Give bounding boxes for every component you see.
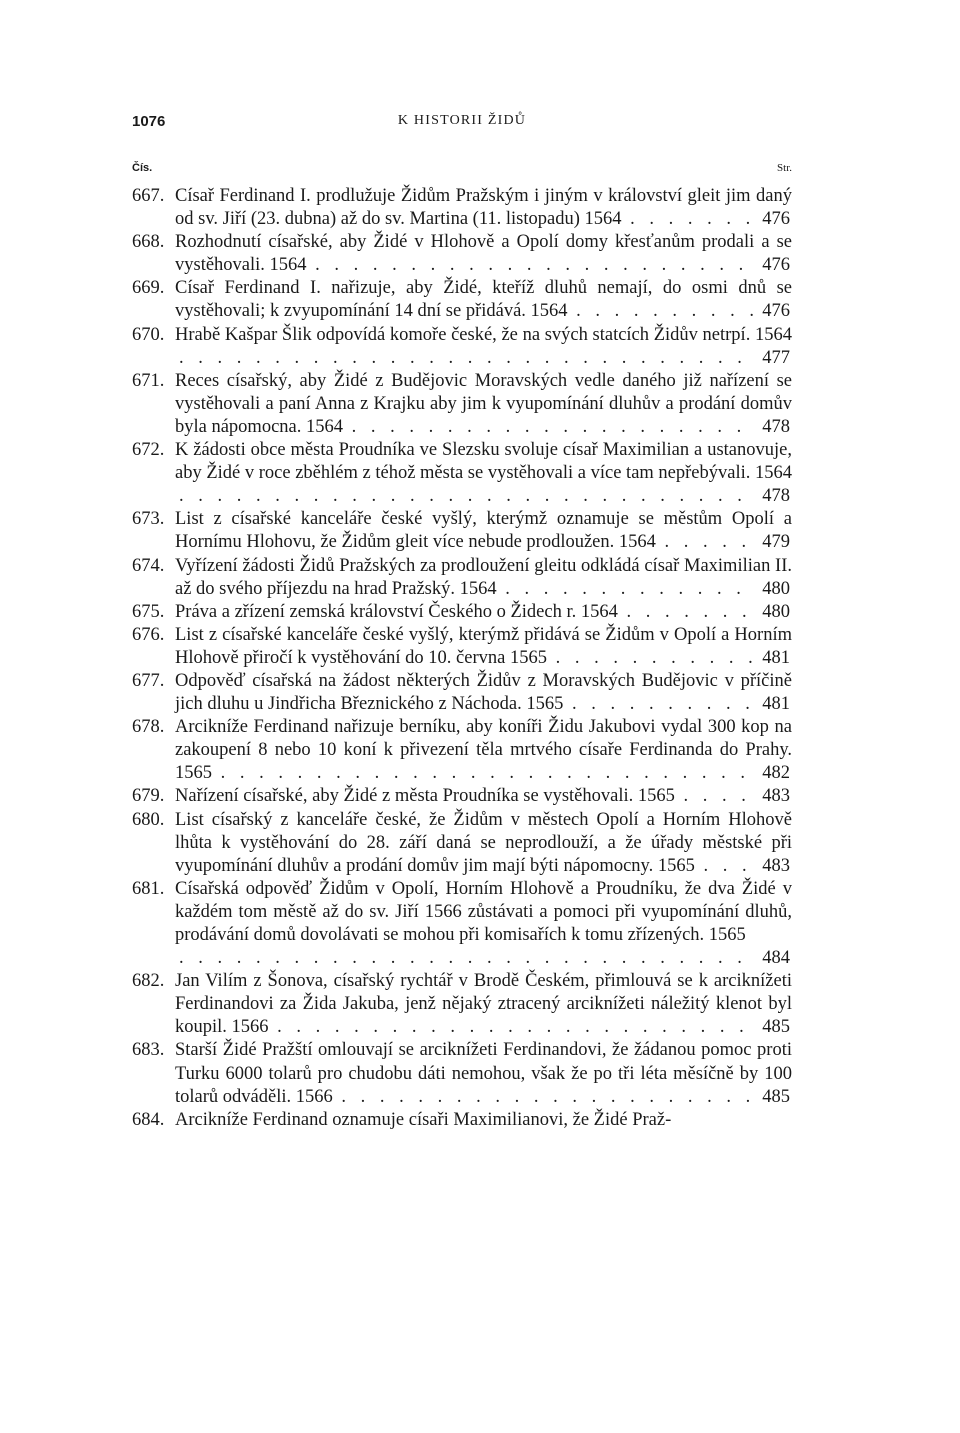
dot-leader — [277, 1016, 756, 1039]
running-title: K HISTORII ŽIDŮ — [397, 113, 527, 128]
running-head — [132, 113, 792, 137]
entry-body — [175, 508, 792, 554]
entry-page-number: 485 — [762, 1086, 790, 1107]
entry-page-number: 485 — [762, 1017, 790, 1038]
entry-number: 671. — [132, 370, 165, 391]
entry-page-number: 480 — [762, 578, 790, 599]
entry-body — [175, 670, 792, 716]
dot-leader — [630, 208, 756, 231]
list-item — [132, 370, 792, 439]
entry-title: Císař Ferdinand I. nařizuje, aby Židé, kteříž dluhů nemají, do osmi dnů se vystěhovali; k zvyupomínání 14 dní se přidává. 1564 — [175, 278, 792, 322]
list-item — [132, 624, 792, 670]
entry-title: Reces císařský, aby Židé z Budějovic Moravských vedle daného již nařízení se vystěhovali a paní Anna z Krajku aby jim k vyupomínání dluhův a prodání domův byla nápomocna. 1564 — [175, 370, 792, 437]
entry-body — [175, 878, 792, 970]
entry-number: 674. — [132, 555, 165, 576]
dot-leader — [665, 531, 757, 554]
list-item — [132, 970, 792, 1039]
entry-number: 679. — [132, 786, 165, 807]
entry-number: 673. — [132, 509, 165, 530]
entry-body — [175, 601, 792, 624]
entry-body — [175, 624, 792, 670]
entry-number: 678. — [132, 717, 165, 738]
entry-page-number: 479 — [762, 532, 790, 553]
entry-body — [175, 1039, 792, 1108]
entry-number: 680. — [132, 809, 165, 830]
number-column-label: Čís. — [132, 162, 153, 174]
list-item — [132, 716, 792, 785]
entry-number: 676. — [132, 624, 165, 645]
dot-leader — [626, 601, 756, 624]
entry-title: Rozhodnutí císařské, aby Židé v Hlohově a Opolí domy křesťanům prodali a se vystěhovali. 1564 — [175, 232, 792, 276]
entry-page-number: 478 — [762, 416, 790, 437]
entry-body — [175, 370, 792, 439]
dot-leader — [576, 300, 756, 323]
entry-body — [175, 277, 792, 323]
dot-leader — [703, 855, 756, 878]
list-item — [132, 1109, 792, 1132]
entry-number: 672. — [132, 440, 165, 461]
list-item — [132, 439, 792, 508]
entry-page-number: 476 — [762, 255, 790, 276]
list-item — [132, 809, 792, 878]
entry-body — [175, 185, 792, 231]
entry-title: Arcikníže Ferdinand oznamuje císaři Maximilianovi, že Židé Praž- — [175, 1109, 672, 1130]
entry-body — [175, 231, 792, 277]
entry-page-number: 482 — [762, 763, 790, 784]
entry-title: Nařízení císařské, aby Židé z města Proudníka se vystěhovali. 1565 — [175, 786, 675, 807]
entry-number: 670. — [132, 324, 165, 345]
entry-page-number: 476 — [762, 301, 790, 322]
entry-title: K žádosti obce města Proudníka ve Slezsku svoluje císař Maximilian a ustanovuje, aby Židé v roce zběhlém z téhož města se vystěhovali a více tam nepřebývali. 1564 — [175, 440, 792, 484]
entry-number: 677. — [132, 670, 165, 691]
page-number: 1076 — [132, 113, 166, 130]
entry-page-number: 481 — [762, 694, 790, 715]
list-item — [132, 670, 792, 716]
dot-leader — [179, 347, 756, 370]
dot-leader — [179, 947, 756, 970]
entry-page-number: 484 — [762, 948, 790, 969]
dot-leader — [341, 1086, 756, 1109]
entry-page-number: 483 — [762, 855, 790, 876]
dot-leader — [352, 416, 757, 439]
entry-title: Práva a zřízení zemská království Českého o Židech r. 1564 — [175, 601, 618, 622]
list-item — [132, 1039, 792, 1108]
entry-page-number: 478 — [762, 486, 790, 507]
dot-leader — [315, 254, 756, 277]
entry-body — [175, 555, 792, 601]
entry-body — [175, 439, 792, 508]
dot-leader — [556, 647, 757, 670]
entry-body — [175, 716, 792, 785]
dot-leader — [221, 762, 757, 785]
entry-title: Arcikníže Ferdinand nařizuje berníku, aby koníři Židu Jakubovi vydal 300 kop na zakoupení 8 nebo 10 koní k přivezení těla mrtvého císaře Ferdinanda do Prahy. 1565 — [175, 717, 792, 784]
entry-page-number: 476 — [762, 209, 790, 230]
entry-number: 667. — [132, 186, 165, 206]
entry-title: List císařský z kanceláře české, že Židům v městech Opolí a Horním Hlohově lhůta k vystěhování do 28. září daná se neprodlouží, a že úřady městské při vyupomínání dluhův a prodání domův jim mají býti nápomocny. 1565 — [175, 809, 792, 876]
dot-leader — [179, 485, 756, 508]
list-item — [132, 508, 792, 554]
list-item — [132, 324, 792, 370]
entry-body — [175, 324, 792, 370]
dot-leader — [505, 578, 756, 601]
dot-leader — [572, 693, 756, 716]
entry-title: Císař Ferdinand I. prodlužuje Židům Pražským i jiným v království gleit jim daný od sv. Jiří (23. dubna) až do sv. Martina (11. listopadu) 1564 — [175, 186, 792, 230]
entry-title: Hrabě Kašpar Šlik odpovídá komoře české, že na svých statcích Židův netrpí. 1564 — [175, 324, 792, 345]
entry-title: Odpověď císařská na žádost některých Židův z Moravských Budějovic v příčině jich dluhu u Jindřicha Březnického z Náchoda. 1565 — [175, 670, 792, 715]
entry-title: Jan Vilím z Šonova, císařský rychtář v Brodě Českém, přimlouvá se k arciknížeti Ferdinandovi za Žida Jakuba, jenž nějaký ztracený arciknížeti náležitý klenot byl koupil. 1566 — [175, 971, 792, 1038]
list-item — [132, 231, 792, 277]
entry-title: List z císařské kanceláře české vyšlý, kterýmž oznamuje se městům Opolí a Hornímu Hlohovu, že Židům gleit více nebude prodloužen. 1564 — [175, 509, 792, 553]
entry-number: 684. — [132, 1109, 165, 1130]
entry-number: 669. — [132, 278, 165, 299]
entry-page-number: 477 — [762, 347, 790, 368]
entry-title: Vyřízení žádosti Židů Pražských za prodloužení gleitu odkládá císař Maximilian II. až do svého příjezdu na hrad Pražský. 1564 — [175, 555, 792, 599]
list-item — [132, 601, 792, 624]
entry-body — [175, 1109, 792, 1132]
entry-list — [132, 185, 792, 1132]
list-item — [132, 878, 792, 970]
entry-page-number: 481 — [762, 647, 790, 668]
list-item — [132, 555, 792, 601]
entry-number: 681. — [132, 878, 165, 899]
column-headings — [132, 162, 792, 180]
page-column-label: Str. — [777, 162, 792, 174]
entry-title: List z císařské kanceláře české vyšlý, kterýmž přidává se Židům v Opolí a Horním Hlohově přiročí k vystěhování do 10. června 1565 — [175, 624, 792, 668]
entry-number: 682. — [132, 971, 165, 992]
list-item — [132, 785, 792, 808]
entry-title: Starší Židé Pražští omlouvají se arciknížeti Ferdinandovi, že žádanou pomoc proti Turku 6000 tolarů pro chudobu dáti nemohou, však že po tři léta měsíčně by 100 tolarů odváděli. 1566 — [175, 1040, 792, 1107]
entry-number: 675. — [132, 601, 165, 622]
entry-page-number: 480 — [762, 601, 790, 622]
entry-number: 668. — [132, 232, 165, 253]
list-item — [132, 277, 792, 323]
entry-title: Císařská odpověď Židům v Opolí, Horním Hlohově a Proudníku, že dva Židé v každém tom městě až do sv. Jiří 1566 zůstávati a pomoci při vyupomínání dluhů, prodávání domů dovolávati se mohou při komisařích k tomu zřízených. 1565 — [175, 878, 792, 945]
entry-body — [175, 970, 792, 1039]
entry-page-number: 483 — [762, 786, 790, 807]
list-item — [132, 185, 792, 231]
dot-leader — [684, 785, 757, 808]
entry-body — [175, 785, 792, 808]
entry-number: 683. — [132, 1040, 165, 1061]
entry-body — [175, 809, 792, 878]
